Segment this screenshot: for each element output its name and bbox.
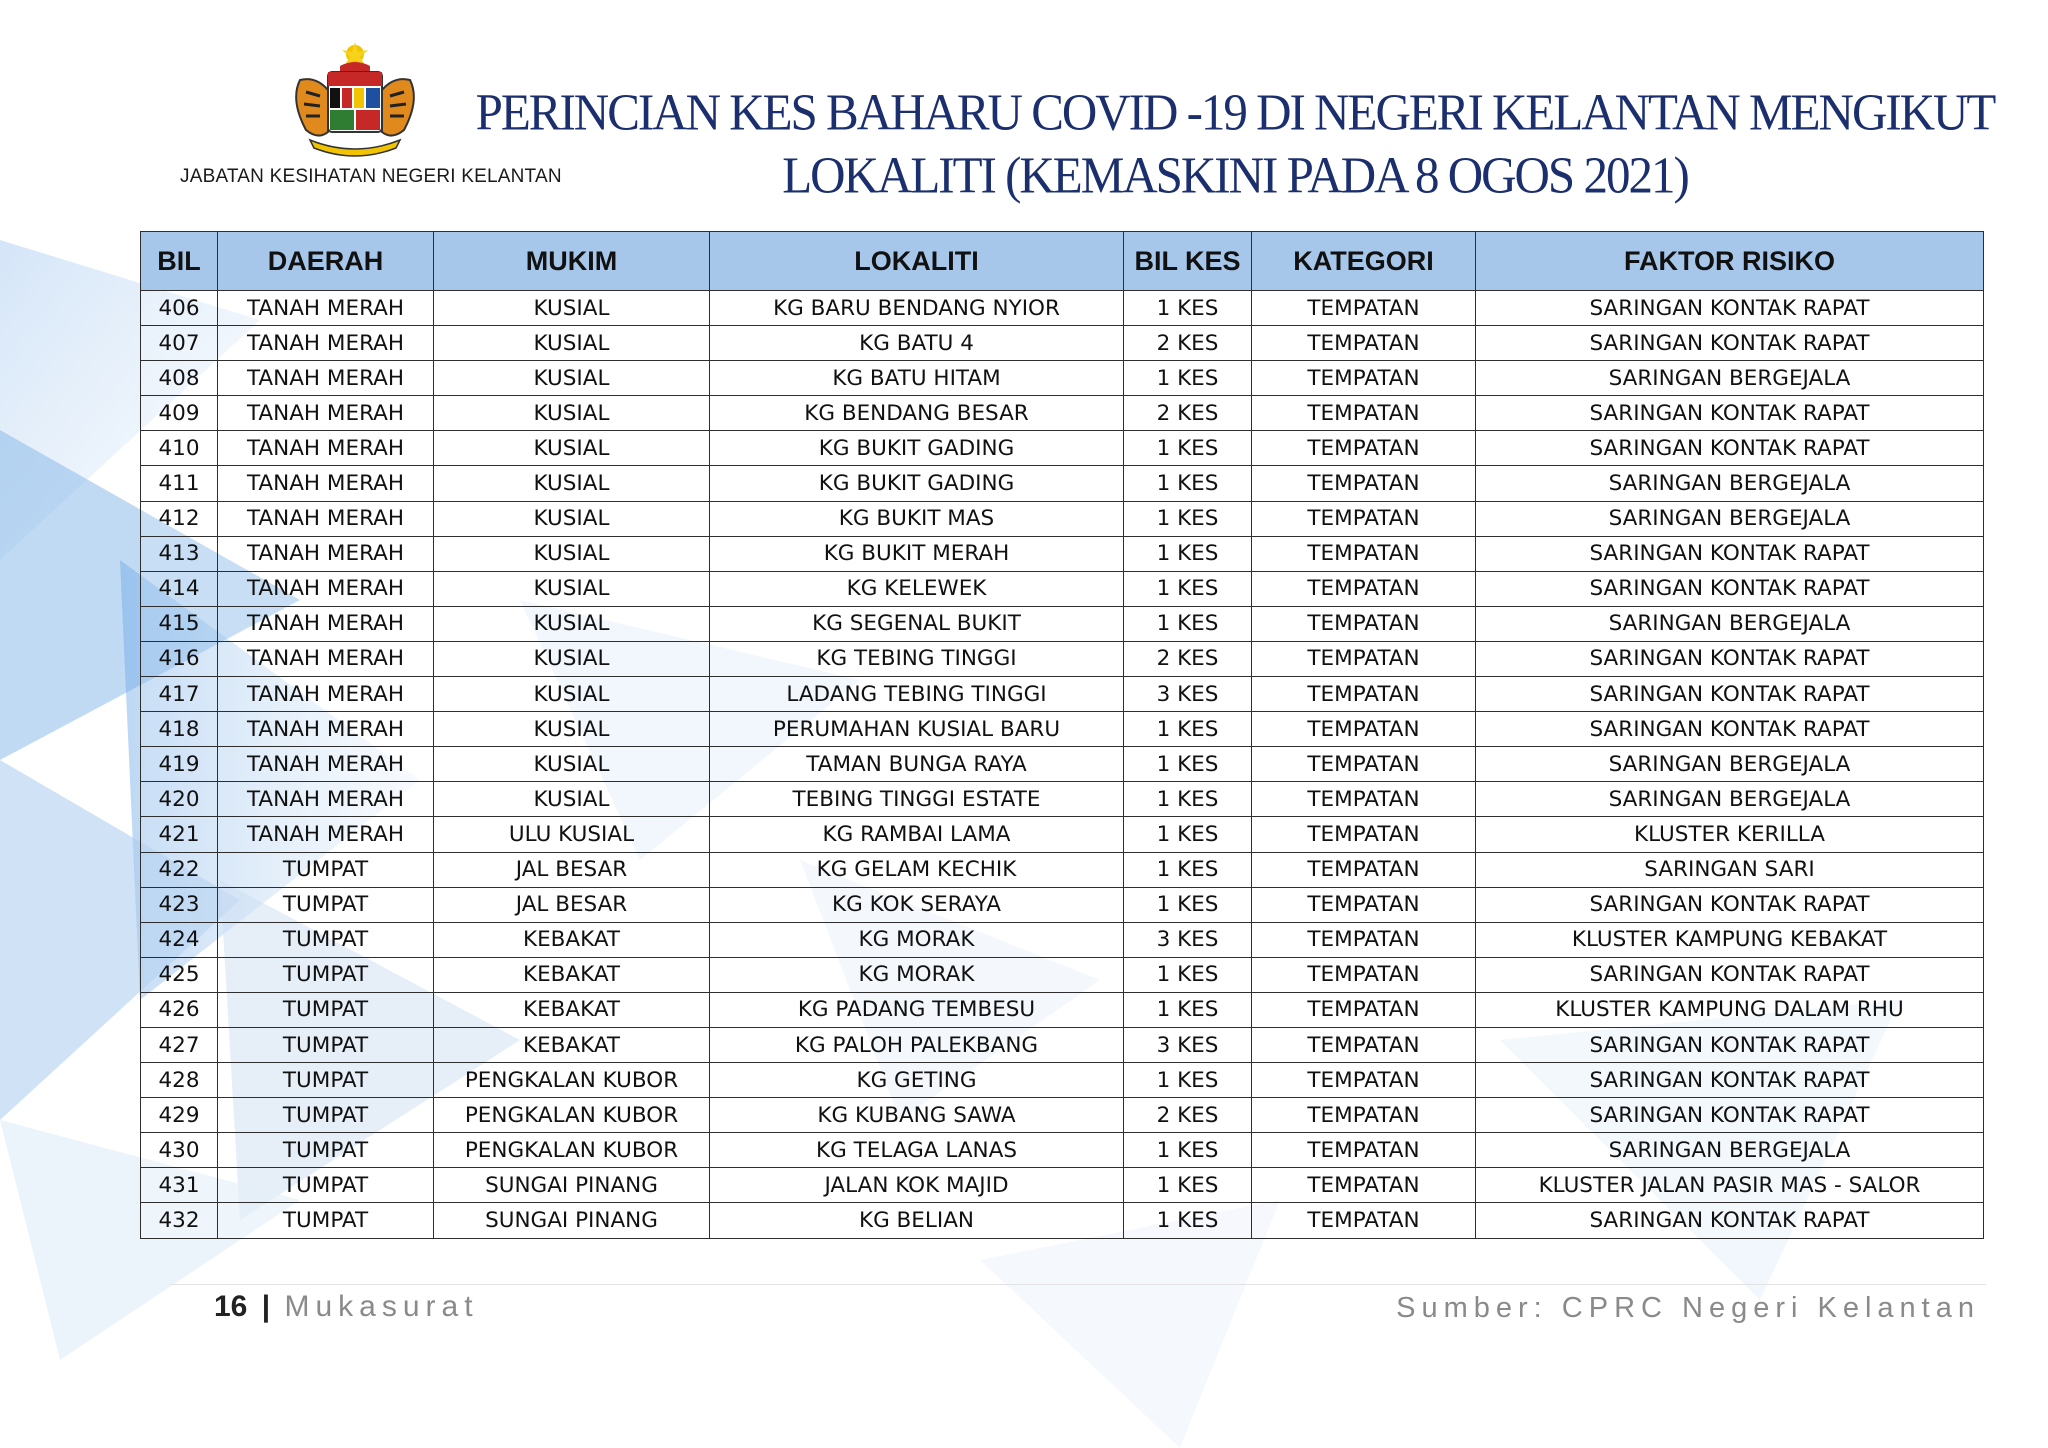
col-bil-kes-cell: 1 KES: [1124, 431, 1252, 466]
department-name: JABATAN KESIHATAN NEGERI KELANTAN: [180, 166, 562, 187]
col-kategori-cell: TEMPATAN: [1252, 747, 1476, 782]
header-col-daerah: DAERAH: [218, 232, 434, 291]
col-faktor-risiko-cell: SARINGAN BERGEJALA: [1476, 466, 1984, 501]
col-lokaliti-cell: KG TEBING TINGGI: [710, 641, 1124, 676]
col-daerah-cell: TUMPAT: [218, 957, 434, 992]
col-bil-kes-cell: 1 KES: [1124, 1203, 1252, 1238]
col-lokaliti-cell: KG BUKIT MAS: [710, 501, 1124, 536]
col-lokaliti-cell: KG SEGENAL BUKIT: [710, 606, 1124, 641]
col-mukim-cell: KUSIAL: [434, 747, 710, 782]
col-lokaliti-cell: KG KUBANG SAWA: [710, 1098, 1124, 1133]
col-faktor-risiko-cell: SARINGAN KONTAK RAPAT: [1476, 1203, 1984, 1238]
col-bil-cell: 425: [141, 957, 218, 992]
col-daerah-cell: TANAH MERAH: [218, 606, 434, 641]
col-kategori-cell: TEMPATAN: [1252, 571, 1476, 606]
col-mukim-cell: KUSIAL: [434, 536, 710, 571]
table-row: [141, 782, 1984, 817]
col-bil-kes-cell: 1 KES: [1124, 361, 1252, 396]
col-kategori-cell: TEMPATAN: [1252, 712, 1476, 747]
page-separator: |: [261, 1290, 271, 1323]
col-bil-cell: 418: [141, 712, 218, 747]
col-mukim-cell: PENGKALAN KUBOR: [434, 1063, 710, 1098]
table-row: [141, 641, 1984, 676]
col-kategori-cell: TEMPATAN: [1252, 396, 1476, 431]
col-kategori-cell: TEMPATAN: [1252, 957, 1476, 992]
col-kategori-cell: TEMPATAN: [1252, 536, 1476, 571]
col-kategori-cell: TEMPATAN: [1252, 466, 1476, 501]
col-daerah-cell: TANAH MERAH: [218, 677, 434, 712]
col-faktor-risiko-cell: SARINGAN BERGEJALA: [1476, 1133, 1984, 1168]
col-bil-kes-cell: 1 KES: [1124, 466, 1252, 501]
col-daerah-cell: TUMPAT: [218, 1027, 434, 1062]
col-bil-cell: 426: [141, 992, 218, 1027]
col-bil-cell: 422: [141, 852, 218, 887]
col-lokaliti-cell: KG MORAK: [710, 957, 1124, 992]
table-row: [141, 1203, 1984, 1238]
col-kategori-cell: TEMPATAN: [1252, 606, 1476, 641]
col-bil-kes-cell: 1 KES: [1124, 571, 1252, 606]
col-faktor-risiko-cell: SARINGAN SARI: [1476, 852, 1984, 887]
col-faktor-risiko-cell: SARINGAN KONTAK RAPAT: [1476, 1063, 1984, 1098]
col-lokaliti-cell: KG GETING: [710, 1063, 1124, 1098]
col-daerah-cell: TANAH MERAH: [218, 782, 434, 817]
table-row: [141, 606, 1984, 641]
col-faktor-risiko-cell: SARINGAN KONTAK RAPAT: [1476, 1098, 1984, 1133]
col-faktor-risiko-cell: KLUSTER JALAN PASIR MAS - SALOR: [1476, 1168, 1984, 1203]
col-kategori-cell: TEMPATAN: [1252, 291, 1476, 326]
col-mukim-cell: KUSIAL: [434, 712, 710, 747]
col-lokaliti-cell: KG TELAGA LANAS: [710, 1133, 1124, 1168]
col-lokaliti-cell: KG RAMBAI LAMA: [710, 817, 1124, 852]
col-bil-cell: 413: [141, 536, 218, 571]
page-title: [470, 81, 2000, 207]
table-row: [141, 1063, 1984, 1098]
page-title-line-2: LOKALITI (KEMASKINI PADA 8 OGOS 2021): [782, 146, 1688, 204]
col-lokaliti-cell: KG BATU HITAM: [710, 361, 1124, 396]
col-bil-cell: 419: [141, 747, 218, 782]
col-daerah-cell: TUMPAT: [218, 992, 434, 1027]
col-mukim-cell: JAL BESAR: [434, 887, 710, 922]
col-kategori-cell: TEMPATAN: [1252, 992, 1476, 1027]
col-bil-cell: 416: [141, 641, 218, 676]
col-bil-kes-cell: 3 KES: [1124, 677, 1252, 712]
header-col-kategori: KATEGORI: [1252, 232, 1476, 291]
col-bil-cell: 409: [141, 396, 218, 431]
table-row: [141, 431, 1984, 466]
col-kategori-cell: TEMPATAN: [1252, 1203, 1476, 1238]
table-row: [141, 361, 1984, 396]
col-mukim-cell: KUSIAL: [434, 466, 710, 501]
col-kategori-cell: TEMPATAN: [1252, 922, 1476, 957]
col-bil-kes-cell: 1 KES: [1124, 957, 1252, 992]
col-mukim-cell: KUSIAL: [434, 606, 710, 641]
page-title-line-1: PERINCIAN KES BAHARU COVID -19 DI NEGERI KELANTAN MENGIKUT: [475, 83, 1995, 141]
col-lokaliti-cell: KG BENDANG BESAR: [710, 396, 1124, 431]
table-row: [141, 747, 1984, 782]
col-kategori-cell: TEMPATAN: [1252, 326, 1476, 361]
col-bil-cell: 406: [141, 291, 218, 326]
col-mukim-cell: KUSIAL: [434, 677, 710, 712]
table-row: [141, 1133, 1984, 1168]
col-mukim-cell: KEBAKAT: [434, 1027, 710, 1062]
col-bil-cell: 427: [141, 1027, 218, 1062]
table-row: [141, 817, 1984, 852]
col-bil-kes-cell: 1 KES: [1124, 817, 1252, 852]
col-kategori-cell: TEMPATAN: [1252, 852, 1476, 887]
page-number: 16: [214, 1290, 248, 1323]
col-daerah-cell: TUMPAT: [218, 852, 434, 887]
col-faktor-risiko-cell: SARINGAN BERGEJALA: [1476, 501, 1984, 536]
col-mukim-cell: SUNGAI PINANG: [434, 1168, 710, 1203]
footer-divider: [170, 1284, 1986, 1285]
source-note: Sumber: CPRC Negeri Kelantan: [1396, 1292, 1980, 1324]
table-row: [141, 536, 1984, 571]
col-faktor-risiko-cell: SARINGAN BERGEJALA: [1476, 747, 1984, 782]
col-faktor-risiko-cell: KLUSTER KAMPUNG KEBAKAT: [1476, 922, 1984, 957]
col-bil-cell: 414: [141, 571, 218, 606]
col-bil-cell: 432: [141, 1203, 218, 1238]
col-faktor-risiko-cell: SARINGAN KONTAK RAPAT: [1476, 536, 1984, 571]
col-bil-cell: 412: [141, 501, 218, 536]
table-row: [141, 1098, 1984, 1133]
table-row: [141, 1027, 1984, 1062]
col-mukim-cell: PENGKALAN KUBOR: [434, 1098, 710, 1133]
col-daerah-cell: TANAH MERAH: [218, 571, 434, 606]
col-bil-kes-cell: 1 KES: [1124, 782, 1252, 817]
col-bil-kes-cell: 3 KES: [1124, 1027, 1252, 1062]
col-bil-kes-cell: 1 KES: [1124, 747, 1252, 782]
header-col-faktor-risiko: FAKTOR RISIKO: [1476, 232, 1984, 291]
col-bil-kes-cell: 2 KES: [1124, 641, 1252, 676]
table-row: [141, 957, 1984, 992]
col-kategori-cell: TEMPATAN: [1252, 887, 1476, 922]
col-bil-cell: 410: [141, 431, 218, 466]
col-kategori-cell: TEMPATAN: [1252, 1133, 1476, 1168]
col-daerah-cell: TUMPAT: [218, 1133, 434, 1168]
col-faktor-risiko-cell: SARINGAN BERGEJALA: [1476, 606, 1984, 641]
table-row: [141, 1168, 1984, 1203]
col-daerah-cell: TANAH MERAH: [218, 326, 434, 361]
col-lokaliti-cell: TAMAN BUNGA RAYA: [710, 747, 1124, 782]
col-kategori-cell: TEMPATAN: [1252, 782, 1476, 817]
col-lokaliti-cell: KG BELIAN: [710, 1203, 1124, 1238]
table-row: [141, 992, 1984, 1027]
header-col-lokaliti: LOKALITI: [710, 232, 1124, 291]
col-bil-kes-cell: 1 KES: [1124, 606, 1252, 641]
header-col-bil-kes: BIL KES: [1124, 232, 1252, 291]
col-kategori-cell: TEMPATAN: [1252, 361, 1476, 396]
col-faktor-risiko-cell: SARINGAN BERGEJALA: [1476, 782, 1984, 817]
col-daerah-cell: TANAH MERAH: [218, 396, 434, 431]
col-mukim-cell: KUSIAL: [434, 291, 710, 326]
col-bil-cell: 408: [141, 361, 218, 396]
col-mukim-cell: KEBAKAT: [434, 957, 710, 992]
col-bil-kes-cell: 1 KES: [1124, 291, 1252, 326]
col-mukim-cell: KEBAKAT: [434, 992, 710, 1027]
table-row: [141, 677, 1984, 712]
table-row: [141, 466, 1984, 501]
table-row: [141, 712, 1984, 747]
col-mukim-cell: KUSIAL: [434, 361, 710, 396]
col-daerah-cell: TUMPAT: [218, 1098, 434, 1133]
col-bil-kes-cell: 1 KES: [1124, 887, 1252, 922]
col-daerah-cell: TANAH MERAH: [218, 817, 434, 852]
col-bil-cell: 411: [141, 466, 218, 501]
col-faktor-risiko-cell: SARINGAN KONTAK RAPAT: [1476, 712, 1984, 747]
col-faktor-risiko-cell: SARINGAN KONTAK RAPAT: [1476, 291, 1984, 326]
page-label: Mukasurat: [284, 1290, 479, 1323]
col-bil-cell: 420: [141, 782, 218, 817]
col-bil-kes-cell: 1 KES: [1124, 852, 1252, 887]
col-daerah-cell: TANAH MERAH: [218, 712, 434, 747]
col-bil-cell: 431: [141, 1168, 218, 1203]
col-bil-kes-cell: 1 KES: [1124, 992, 1252, 1027]
table-row: [141, 501, 1984, 536]
col-kategori-cell: TEMPATAN: [1252, 1098, 1476, 1133]
col-kategori-cell: TEMPATAN: [1252, 1027, 1476, 1062]
page-footer-left: [214, 1290, 479, 1324]
col-daerah-cell: TANAH MERAH: [218, 641, 434, 676]
malaysia-coat-of-arms-icon: [270, 40, 440, 160]
col-daerah-cell: TUMPAT: [218, 887, 434, 922]
col-daerah-cell: TANAH MERAH: [218, 431, 434, 466]
col-daerah-cell: TANAH MERAH: [218, 747, 434, 782]
col-kategori-cell: TEMPATAN: [1252, 1063, 1476, 1098]
col-bil-cell: 430: [141, 1133, 218, 1168]
col-daerah-cell: TANAH MERAH: [218, 291, 434, 326]
col-bil-kes-cell: 3 KES: [1124, 922, 1252, 957]
col-kategori-cell: TEMPATAN: [1252, 501, 1476, 536]
col-lokaliti-cell: JALAN KOK MAJID: [710, 1168, 1124, 1203]
col-bil-kes-cell: 1 KES: [1124, 1133, 1252, 1168]
col-kategori-cell: TEMPATAN: [1252, 677, 1476, 712]
col-kategori-cell: TEMPATAN: [1252, 1168, 1476, 1203]
col-faktor-risiko-cell: SARINGAN BERGEJALA: [1476, 361, 1984, 396]
col-bil-kes-cell: 1 KES: [1124, 1063, 1252, 1098]
table-row: [141, 571, 1984, 606]
col-lokaliti-cell: KG BUKIT GADING: [710, 466, 1124, 501]
col-faktor-risiko-cell: SARINGAN KONTAK RAPAT: [1476, 677, 1984, 712]
col-bil-cell: 429: [141, 1098, 218, 1133]
table-row: [141, 326, 1984, 361]
col-lokaliti-cell: LADANG TEBING TINGGI: [710, 677, 1124, 712]
col-faktor-risiko-cell: SARINGAN KONTAK RAPAT: [1476, 887, 1984, 922]
col-daerah-cell: TANAH MERAH: [218, 536, 434, 571]
col-daerah-cell: TUMPAT: [218, 1203, 434, 1238]
col-lokaliti-cell: TEBING TINGGI ESTATE: [710, 782, 1124, 817]
col-mukim-cell: KEBAKAT: [434, 922, 710, 957]
col-bil-cell: 423: [141, 887, 218, 922]
col-bil-cell: 417: [141, 677, 218, 712]
col-bil-cell: 424: [141, 922, 218, 957]
col-lokaliti-cell: KG MORAK: [710, 922, 1124, 957]
table-row: [141, 396, 1984, 431]
col-faktor-risiko-cell: SARINGAN KONTAK RAPAT: [1476, 396, 1984, 431]
col-mukim-cell: JAL BESAR: [434, 852, 710, 887]
col-daerah-cell: TANAH MERAH: [218, 466, 434, 501]
col-bil-kes-cell: 2 KES: [1124, 1098, 1252, 1133]
col-bil-cell: 407: [141, 326, 218, 361]
col-daerah-cell: TANAH MERAH: [218, 361, 434, 396]
col-bil-kes-cell: 2 KES: [1124, 326, 1252, 361]
col-lokaliti-cell: KG BUKIT MERAH: [710, 536, 1124, 571]
cases-table: [140, 231, 1984, 1239]
col-mukim-cell: KUSIAL: [434, 571, 710, 606]
col-bil-kes-cell: 1 KES: [1124, 712, 1252, 747]
col-lokaliti-cell: KG BATU 4: [710, 326, 1124, 361]
col-faktor-risiko-cell: SARINGAN KONTAK RAPAT: [1476, 957, 1984, 992]
col-mukim-cell: KUSIAL: [434, 326, 710, 361]
col-lokaliti-cell: KG BUKIT GADING: [710, 431, 1124, 466]
col-mukim-cell: ULU KUSIAL: [434, 817, 710, 852]
col-mukim-cell: KUSIAL: [434, 782, 710, 817]
cases-table-container: [140, 231, 1984, 1239]
col-mukim-cell: KUSIAL: [434, 641, 710, 676]
col-daerah-cell: TUMPAT: [218, 1063, 434, 1098]
col-bil-cell: 428: [141, 1063, 218, 1098]
col-daerah-cell: TANAH MERAH: [218, 501, 434, 536]
col-faktor-risiko-cell: SARINGAN KONTAK RAPAT: [1476, 431, 1984, 466]
table-row: [141, 922, 1984, 957]
table-row: [141, 887, 1984, 922]
col-bil-kes-cell: 1 KES: [1124, 536, 1252, 571]
col-lokaliti-cell: KG PADANG TEMBESU: [710, 992, 1124, 1027]
table-row: [141, 852, 1984, 887]
table-body: [141, 291, 1984, 1239]
col-mukim-cell: KUSIAL: [434, 396, 710, 431]
col-lokaliti-cell: PERUMAHAN KUSIAL BARU: [710, 712, 1124, 747]
col-daerah-cell: TUMPAT: [218, 1168, 434, 1203]
col-faktor-risiko-cell: KLUSTER KERILLA: [1476, 817, 1984, 852]
col-kategori-cell: TEMPATAN: [1252, 641, 1476, 676]
col-faktor-risiko-cell: SARINGAN KONTAK RAPAT: [1476, 1027, 1984, 1062]
col-bil-kes-cell: 1 KES: [1124, 501, 1252, 536]
col-daerah-cell: TUMPAT: [218, 922, 434, 957]
col-faktor-risiko-cell: SARINGAN KONTAK RAPAT: [1476, 641, 1984, 676]
table-row: [141, 291, 1984, 326]
col-lokaliti-cell: KG KOK SERAYA: [710, 887, 1124, 922]
col-kategori-cell: TEMPATAN: [1252, 431, 1476, 466]
col-kategori-cell: TEMPATAN: [1252, 817, 1476, 852]
col-bil-cell: 415: [141, 606, 218, 641]
col-lokaliti-cell: KG BARU BENDANG NYIOR: [710, 291, 1124, 326]
col-mukim-cell: SUNGAI PINANG: [434, 1203, 710, 1238]
col-mukim-cell: KUSIAL: [434, 431, 710, 466]
header-col-mukim: MUKIM: [434, 232, 710, 291]
col-faktor-risiko-cell: SARINGAN KONTAK RAPAT: [1476, 571, 1984, 606]
col-bil-cell: 421: [141, 817, 218, 852]
col-faktor-risiko-cell: SARINGAN KONTAK RAPAT: [1476, 326, 1984, 361]
col-lokaliti-cell: KG PALOH PALEKBANG: [710, 1027, 1124, 1062]
col-lokaliti-cell: KG KELEWEK: [710, 571, 1124, 606]
col-mukim-cell: PENGKALAN KUBOR: [434, 1133, 710, 1168]
col-bil-kes-cell: 1 KES: [1124, 1168, 1252, 1203]
col-lokaliti-cell: KG GELAM KECHIK: [710, 852, 1124, 887]
col-faktor-risiko-cell: KLUSTER KAMPUNG DALAM RHU: [1476, 992, 1984, 1027]
col-bil-kes-cell: 2 KES: [1124, 396, 1252, 431]
table-header-row: [141, 232, 1984, 291]
header-col-bil: BIL: [141, 232, 218, 291]
col-mukim-cell: KUSIAL: [434, 501, 710, 536]
